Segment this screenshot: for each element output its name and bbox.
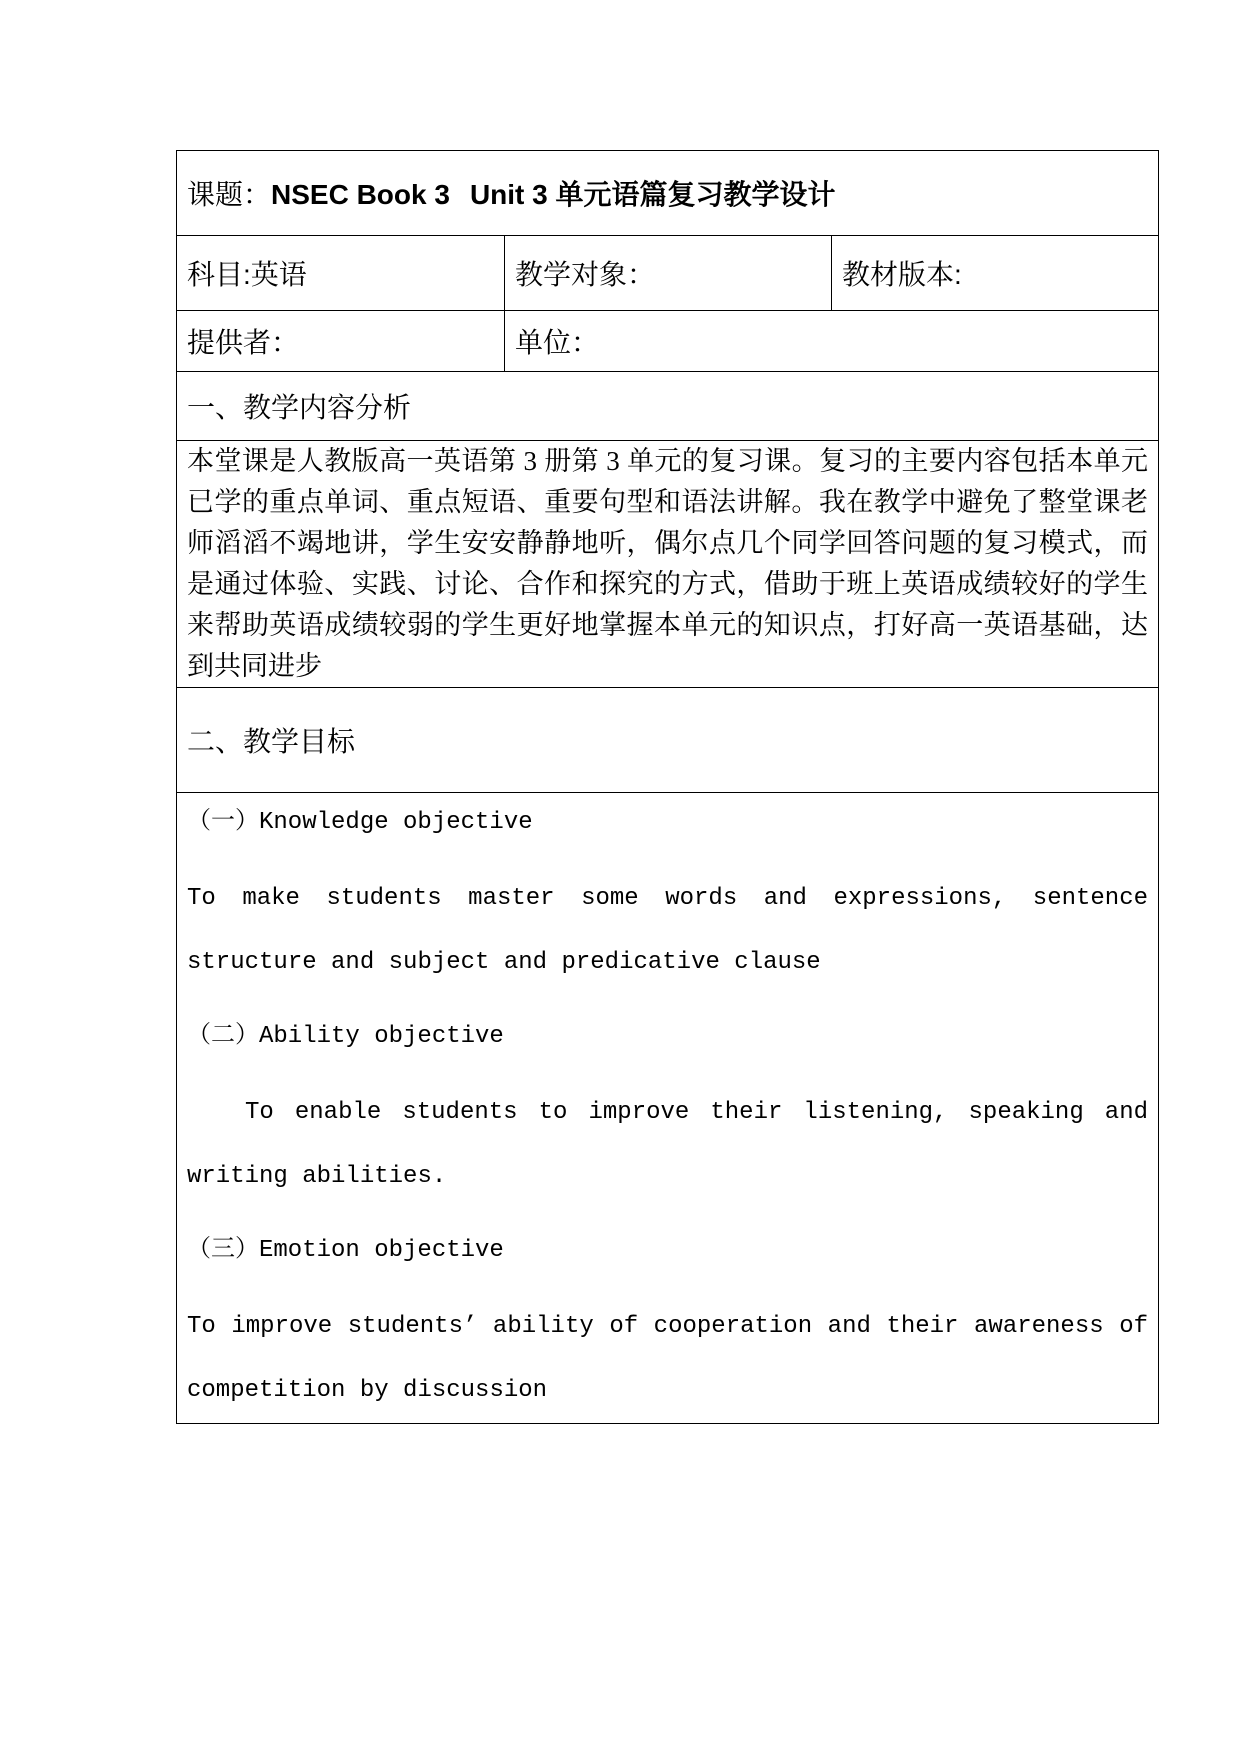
lesson-plan-table — [176, 150, 1159, 1424]
title-suffix: 单元语篇复习教学设计 — [555, 179, 836, 210]
title-unit: Unit 3 — [469, 179, 548, 210]
subject-cell: 科目:英语 — [177, 236, 505, 311]
emotion-objective-text: To improve students’ ability of cooperation and their awareness of competition by discussion — [187, 1313, 1149, 1404]
emotion-objective-heading: （三）Emotion objective — [187, 1237, 504, 1264]
knowledge-objective-text: To make students master some words and expressions, sentence structure and subject and predicative clause — [187, 885, 1149, 976]
section-heading-content-analysis: 一、教学内容分析 — [177, 372, 1159, 441]
title-book: NSEC Book 3 — [271, 179, 450, 210]
lesson-plan-document — [176, 150, 1158, 1424]
section-heading-objectives: 二、教学目标 — [177, 688, 1159, 793]
provider-cell: 提供者： — [177, 311, 505, 372]
ability-objective-heading: （二）Ability objective — [187, 1023, 504, 1050]
objectives-cell — [177, 793, 1159, 1424]
knowledge-objective-heading: （一）Knowledge objective — [187, 809, 533, 836]
title-cell — [177, 151, 1159, 236]
content-analysis-paragraph: 本堂课是人教版高一英语第 3 册第 3 单元的复习课。复习的主要内容包括本单元已学的重点单词、重点短语、重要句型和语法讲解。我在教学中避免了整堂课老师滔滔不竭地讲，学生安安静静地听，偶尔点几个同学回答问题的复习模式，而是通过体验、实践、讨论、合作和探究的方式，借助于班上英语成绩较好的学生来帮助英语成绩较弱的学生更好地掌握本单元的知识点，打好高一英语基础，达到共同进步 — [177, 441, 1159, 688]
unit-cell: 单位： — [505, 311, 1159, 372]
title-prefix: 课题： — [187, 179, 272, 210]
edition-cell: 教材版本: — [832, 236, 1159, 311]
ability-objective-text: To enable students to improve their listening, speaking and writing abilities. — [187, 1099, 1149, 1190]
audience-cell: 教学对象： — [505, 236, 832, 311]
